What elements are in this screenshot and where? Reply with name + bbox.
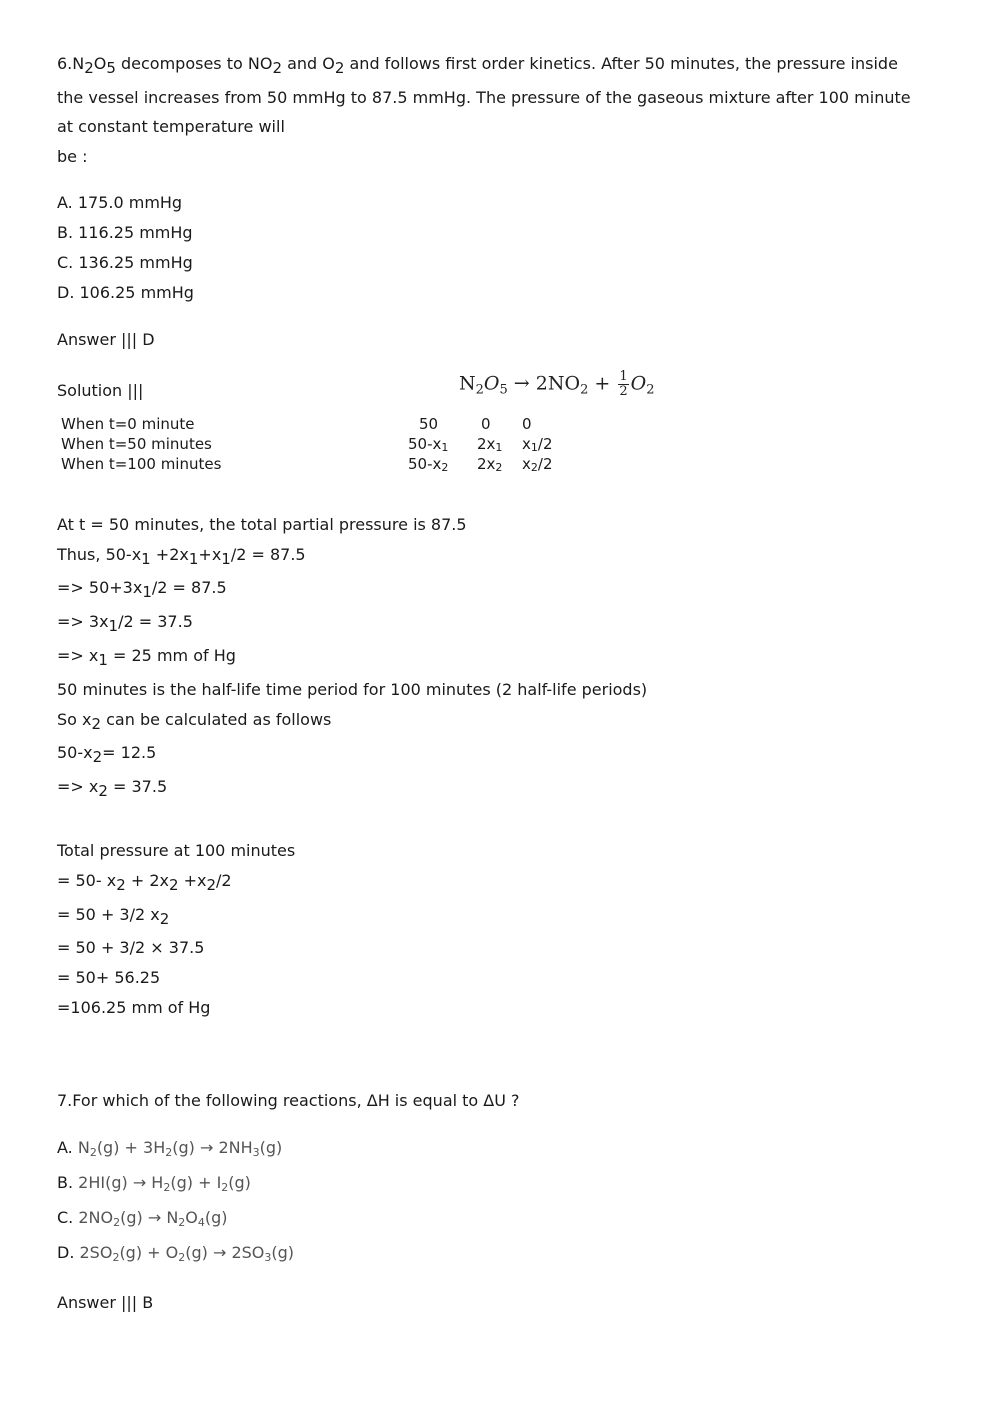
step-line: Thus, $50-x_1 +2x_1+x_1/2 = 87.5$	[57, 545, 306, 568]
decomposition-equation: $N_2O_5 \to 2NO_2$ + $\frac{1}{2}$ $O_2$	[459, 369, 655, 399]
step-line: = 50- $x_2 + 2x_2 +x_2/2$	[57, 871, 232, 894]
step-line: => $x_2 = 37.5$	[57, 777, 168, 800]
question-7-text: 7.For which of the following reactions, ΔH is equal to ΔU ?	[57, 1091, 520, 1110]
question-6-line-1: $6.N_2O_5$ decomposes to $NO_2$ and $O_2$ and follows first order kinetics. After 50 minutes, the pressure inside	[57, 54, 898, 77]
fraction-one-half: $\frac{1}{2}$	[619, 369, 628, 399]
step-line: At t = 50 minutes, the total partial pressure is 87.5	[57, 515, 467, 534]
step-line: $50-x_2= 12.5$	[57, 743, 157, 766]
option-d: D. 106.25 mmHg	[57, 283, 194, 302]
solution-label: Solution |||	[57, 381, 144, 400]
step-line: 50 minutes is the half-life time period for 100 minutes (2 half-life periods)	[57, 680, 648, 699]
option-a: A. $N_2(g) + 3H_2(g) \to 2NH_3(g)$	[57, 1138, 283, 1159]
option-c: C. $2NO_2(g) \to N_2O_4(g)$	[57, 1208, 228, 1229]
step-line: => $x_1 = 25$ mm of Hg	[57, 646, 236, 669]
answer-7: Answer ||| B	[57, 1293, 154, 1312]
reaction-c: $2NO_2(g) \to N_2O_4(g)$	[78, 1208, 228, 1229]
question-6-line-3: at constant temperature will	[57, 117, 285, 136]
option-d: D. $2SO_2(g) + O_2(g) \to 2SO_3(g)$	[57, 1243, 295, 1264]
step-line: = 50+ 56.25	[57, 968, 161, 987]
question-6-line-4: be :	[57, 147, 88, 166]
reaction-a: $N_2(g) + 3H_2(g) \to 2NH_3(g)$	[77, 1138, 283, 1159]
option-b: B. $2HI(g) \to H_2(g) + I_2(g)$	[57, 1173, 251, 1194]
reaction-b: $2HI(g) \to H_2(g) + I_2(g)$	[78, 1173, 251, 1194]
answer-6: Answer ||| D	[57, 330, 155, 349]
question-6-text	[57, 48, 937, 113]
step-line: => $50+3x_1/2 = 87.5$	[57, 578, 227, 601]
option-a: A. 175.0 mmHg	[57, 193, 183, 212]
option-c: C. 136.25 mmHg	[57, 253, 193, 272]
step-line: = 50 + 3/2 $x_2$	[57, 905, 170, 928]
step-line: So $x_2$ can be calculated as follows	[57, 710, 332, 733]
step-line: => $3x_1/2 = 37.5$	[57, 612, 193, 635]
option-b: B. 116.25 mmHg	[57, 223, 193, 242]
total-pressure-heading: Total pressure at 100 minutes	[57, 841, 296, 860]
final-result: =106.25 mm of Hg	[57, 998, 211, 1017]
reaction-d: $2SO_2(g) + O_2(g) \to 2SO_3(g)$	[79, 1243, 295, 1264]
step-line: = 50 + 3/2 × 37.5	[57, 938, 205, 957]
question-6-line-2: the vessel increases from 50 mmHg to 87.5 mmHg. The pressure of the gaseous mixture after 100 minute	[57, 88, 911, 107]
